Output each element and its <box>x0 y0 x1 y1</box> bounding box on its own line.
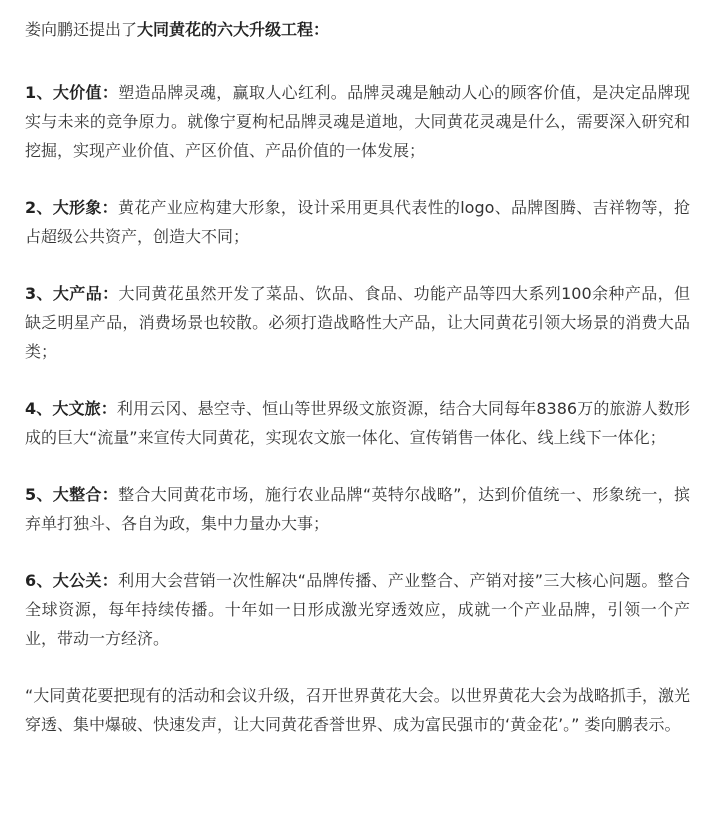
item-text-5: 整合大同黄花市场，施行农业品牌“英特尔战略”，达到价值统一、形象统一，摈弃单打独斗、各自为政，集中力量办大事； <box>25 485 690 533</box>
item-label-1: 1、大价值： <box>25 83 119 102</box>
item-paragraph-1 <box>25 78 690 165</box>
item-text-3: 大同黄花虽然开发了菜品、饮品、食品、功能产品等四大系列100余种产品，但缺乏明星产品，消费场景也较散。必须打造战略性大产品，让大同黄花引领大场景的消费大品类； <box>25 284 690 361</box>
article-body <box>25 15 690 739</box>
item-label-3: 3、大产品： <box>25 284 119 303</box>
item-text-4: 利用云冈、悬空寺、恒山等世界级文旅资源，结合大同每年8386万的旅游人数形成的巨大“流量”来宣传大同黄花，实现农文旅一体化、宣传销售一体化、线上线下一体化； <box>25 399 690 447</box>
quote-paragraph: “大同黄花要把现有的活动和会议升级，召开世界黄花大会。以世界黄花大会为战略抓手，激光穿透、集中爆破、快速发声，让大同黄花香誉世界、成为富民强市的‘黄金花’。” 娄向鹏表示。 <box>25 686 690 734</box>
item-paragraph-3 <box>25 279 690 366</box>
item-text-2: 黄花产业应构建大形象，设计采用更具代表性的logo、品牌图腾、吉祥物等，抢占超级公共资产，创造大不同； <box>25 198 690 246</box>
item-label-5: 5、大整合： <box>25 485 119 504</box>
item-paragraph-5 <box>25 480 690 538</box>
item-paragraph-2 <box>25 193 690 251</box>
intro-bold-text: 大同黄花的六大升级工程： <box>137 20 330 39</box>
item-text-6: 利用大会营销一次性解决“品牌传播、产业整合、产销对接”三大核心问题。整合全球资源，每年持续传播。十年如一日形成激光穿透效应，成就一个产业品牌，引领一个产业，带动一方经济。 <box>25 571 690 648</box>
intro-text: 娄向鹏还提出了 <box>25 20 138 39</box>
item-paragraph-6 <box>25 566 690 653</box>
item-text-1: 塑造品牌灵魂，赢取人心红利。品牌灵魂是触动人心的顾客价值，是决定品牌现实与未来的竞争原力。就像宁夏枸杞品牌灵魂是道地，大同黄花灵魂是什么，需要深入研究和挖掘，实现产业价值、产区价值、产品价值的一体发展； <box>25 83 690 160</box>
item-label-2: 2、大形象： <box>25 198 118 217</box>
intro-paragraph <box>25 15 690 44</box>
item-label-4: 4、大文旅： <box>25 399 117 418</box>
item-label-6: 6、大公关： <box>25 571 119 590</box>
item-paragraph-4 <box>25 394 690 452</box>
